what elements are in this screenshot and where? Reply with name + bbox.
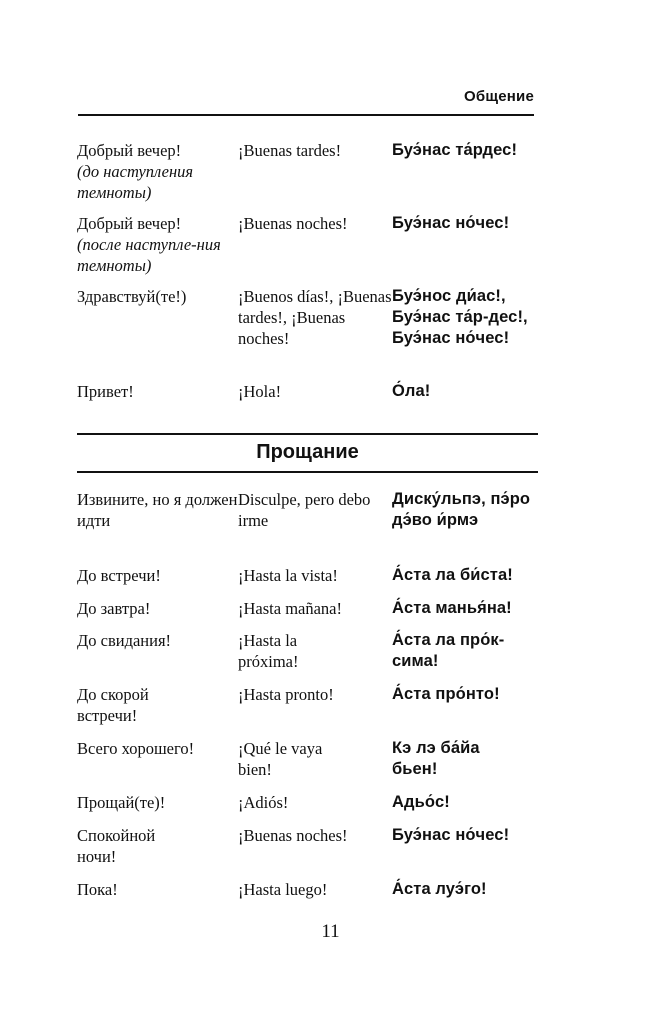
russian-phrase: Здравствуй(те!) xyxy=(77,287,187,306)
section-title: Прощание xyxy=(256,441,359,463)
transcription: Буэ́нас та́рдес! xyxy=(392,141,518,159)
greetings-table xyxy=(77,140,539,411)
russian-phrase xyxy=(77,140,238,203)
russian-phrase: До встречи! xyxy=(77,566,161,585)
russian-phrase: Пока! xyxy=(77,880,118,899)
spanish-phrase: ¡Buenos días!, ¡Buenas tardes!, ¡Buenas noches! xyxy=(238,287,392,348)
russian-phrase: До завтра! xyxy=(77,599,151,618)
table-row xyxy=(77,792,539,825)
russian-phrase: Спокойной ночи! xyxy=(77,826,156,866)
transcription: Диску́льпэ, пэ́ро дэ́во и́рмэ xyxy=(392,490,531,529)
table-row xyxy=(77,684,539,738)
running-head-title: Общение xyxy=(464,88,534,105)
russian-phrase: До скорой встречи! xyxy=(77,685,149,725)
spanish-phrase: ¡Buenas noches! xyxy=(238,214,348,233)
spanish-phrase: ¡Hasta luego! xyxy=(238,880,328,899)
transcription: Буэ́нас но́чес! xyxy=(392,826,510,844)
table-row xyxy=(77,825,539,879)
russian-phrase: Прощай(те)! xyxy=(77,793,166,812)
table-row xyxy=(77,213,539,286)
table-row xyxy=(77,140,539,213)
transcription: А́ста ла про́к-сима! xyxy=(392,631,505,670)
table-row xyxy=(77,565,539,598)
table-row xyxy=(77,738,539,792)
russian-phrase: Привет! xyxy=(77,382,134,401)
farewells-table xyxy=(77,489,539,911)
russian-text: Добрый вечер! xyxy=(77,141,182,160)
transcription: О́ла! xyxy=(392,382,431,400)
table-row xyxy=(77,630,539,684)
spanish-phrase: Disculpe, pero debo irme xyxy=(238,490,371,530)
russian-phrase: Всего хорошего! xyxy=(77,739,195,758)
section-heading xyxy=(77,433,538,473)
spanish-phrase: ¡Hola! xyxy=(238,382,282,401)
spanish-phrase: ¡Hasta la vista! xyxy=(238,566,338,585)
transcription: Буэ́нос ди́ас!, Буэ́нас та́р-дес!, Буэ́нас но́чес! xyxy=(392,287,528,347)
transcription: А́ста луэ́го! xyxy=(392,880,487,898)
running-head xyxy=(78,86,534,116)
transcription: А́ста ла би́ста! xyxy=(392,566,513,584)
russian-phrase: Извините, но я должен идти xyxy=(77,490,238,530)
transcription: Буэ́нас но́чес! xyxy=(392,214,510,232)
spanish-phrase: ¡Buenas tardes! xyxy=(238,141,342,160)
transcription: Адьо́с! xyxy=(392,793,450,811)
usage-note: (до наступления темноты) xyxy=(77,162,194,202)
transcription: А́ста про́нто! xyxy=(392,685,500,703)
table-row xyxy=(77,489,539,565)
spanish-phrase: ¡Hasta pronto! xyxy=(238,685,334,704)
transcription: А́ста манья́на! xyxy=(392,599,512,617)
table-row xyxy=(77,381,539,411)
russian-text: Добрый вечер! xyxy=(77,214,182,233)
table-row xyxy=(77,286,539,381)
spanish-phrase: ¡Qué le vaya bien! xyxy=(238,739,323,779)
spanish-phrase: ¡Hasta la próxima! xyxy=(238,631,299,671)
spanish-phrase: ¡Adiós! xyxy=(238,793,289,812)
usage-note: (после наступле-ния темноты) xyxy=(77,235,221,275)
russian-phrase xyxy=(77,213,238,276)
page-number: 11 xyxy=(321,921,340,942)
table-row xyxy=(77,598,539,630)
spanish-phrase: ¡Buenas noches! xyxy=(238,826,348,845)
russian-phrase: До свидания! xyxy=(77,631,172,650)
table-row xyxy=(77,879,539,911)
spanish-phrase: ¡Hasta mañana! xyxy=(238,599,342,618)
transcription: Кэ лэ ба́йа бьен! xyxy=(392,739,480,778)
